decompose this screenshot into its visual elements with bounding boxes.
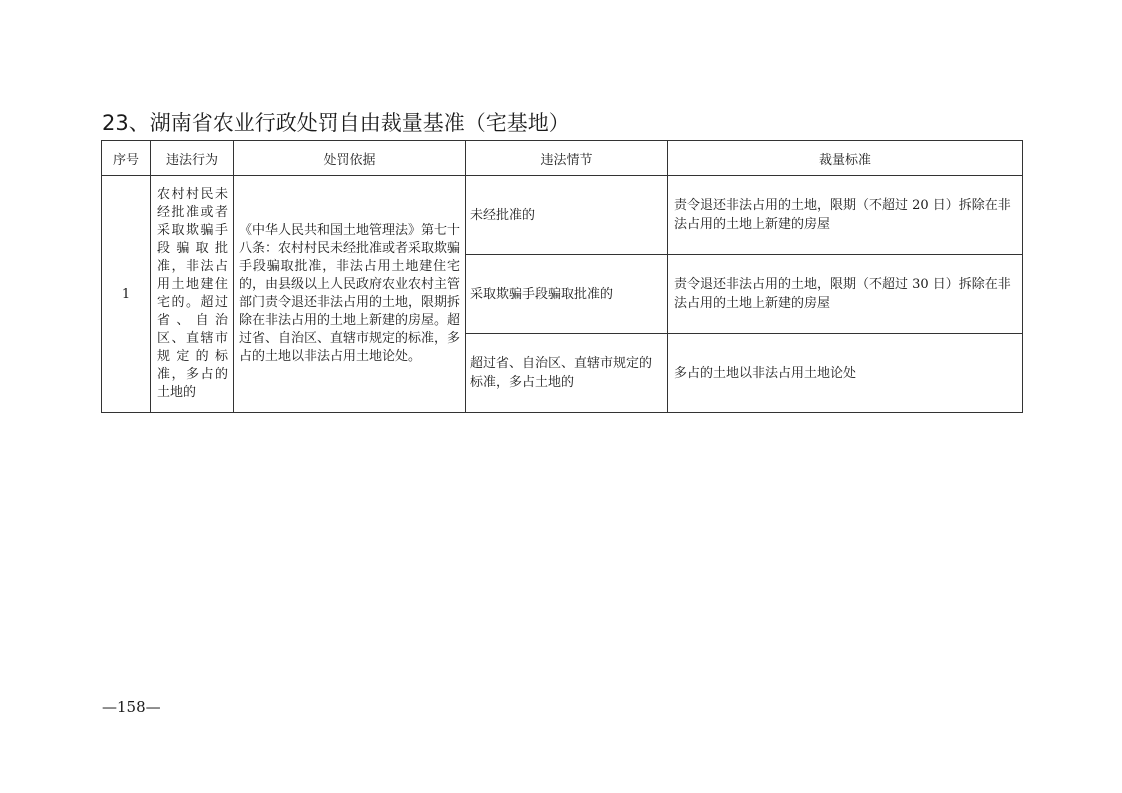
violation-act-cell: 农村村民未经批准或者采取欺骗手段骗取批准，非法占用土地建住宅的。超过省、自治区、直辖市规定的标准，多占的土地的 bbox=[151, 176, 234, 413]
standard-cell: 多占的土地以非法占用土地论处 bbox=[668, 334, 1023, 413]
document-title: 23、湖南省农业行政处罚自由裁量基准（宅基地） bbox=[102, 111, 570, 135]
header-violation-act: 违法行为 bbox=[151, 141, 234, 176]
circumstance-cell: 超过省、自治区、直辖市规定的标准，多占土地的 bbox=[466, 334, 668, 413]
standard-cell: 责令退还非法占用的土地，限期（不超过 20 日）拆除在非法占用的土地上新建的房屋 bbox=[668, 176, 1023, 255]
penalty-standard-table bbox=[101, 140, 1023, 413]
table-header-row bbox=[102, 141, 1023, 176]
penalty-basis-cell: 《中华人民共和国土地管理法》第七十八条：农村村民未经批准或者采取欺骗手段骗取批准，非法占用土地建住宅的，由县级以上人民政府农业农村主管部门责令退还非法占用的土地，限期拆除在非法占用的土地上新建的房屋。超过省、自治区、直辖市规定的标准，多占的土地以非法占用土地论处。 bbox=[234, 176, 466, 413]
standard-cell: 责令退还非法占用的土地，限期（不超过 30 日）拆除在非法占用的土地上新建的房屋 bbox=[668, 255, 1023, 334]
header-seq: 序号 bbox=[102, 141, 151, 176]
circumstance-cell: 采取欺骗手段骗取批准的 bbox=[466, 255, 668, 334]
circumstance-cell: 未经批准的 bbox=[466, 176, 668, 255]
header-circumstance: 违法情节 bbox=[466, 141, 668, 176]
header-discretion-standard: 裁量标准 bbox=[668, 141, 1023, 176]
table-row bbox=[102, 176, 1023, 255]
seq-cell: 1 bbox=[102, 176, 151, 413]
page-number: —158— bbox=[102, 698, 161, 716]
header-penalty-basis: 处罚依据 bbox=[234, 141, 466, 176]
